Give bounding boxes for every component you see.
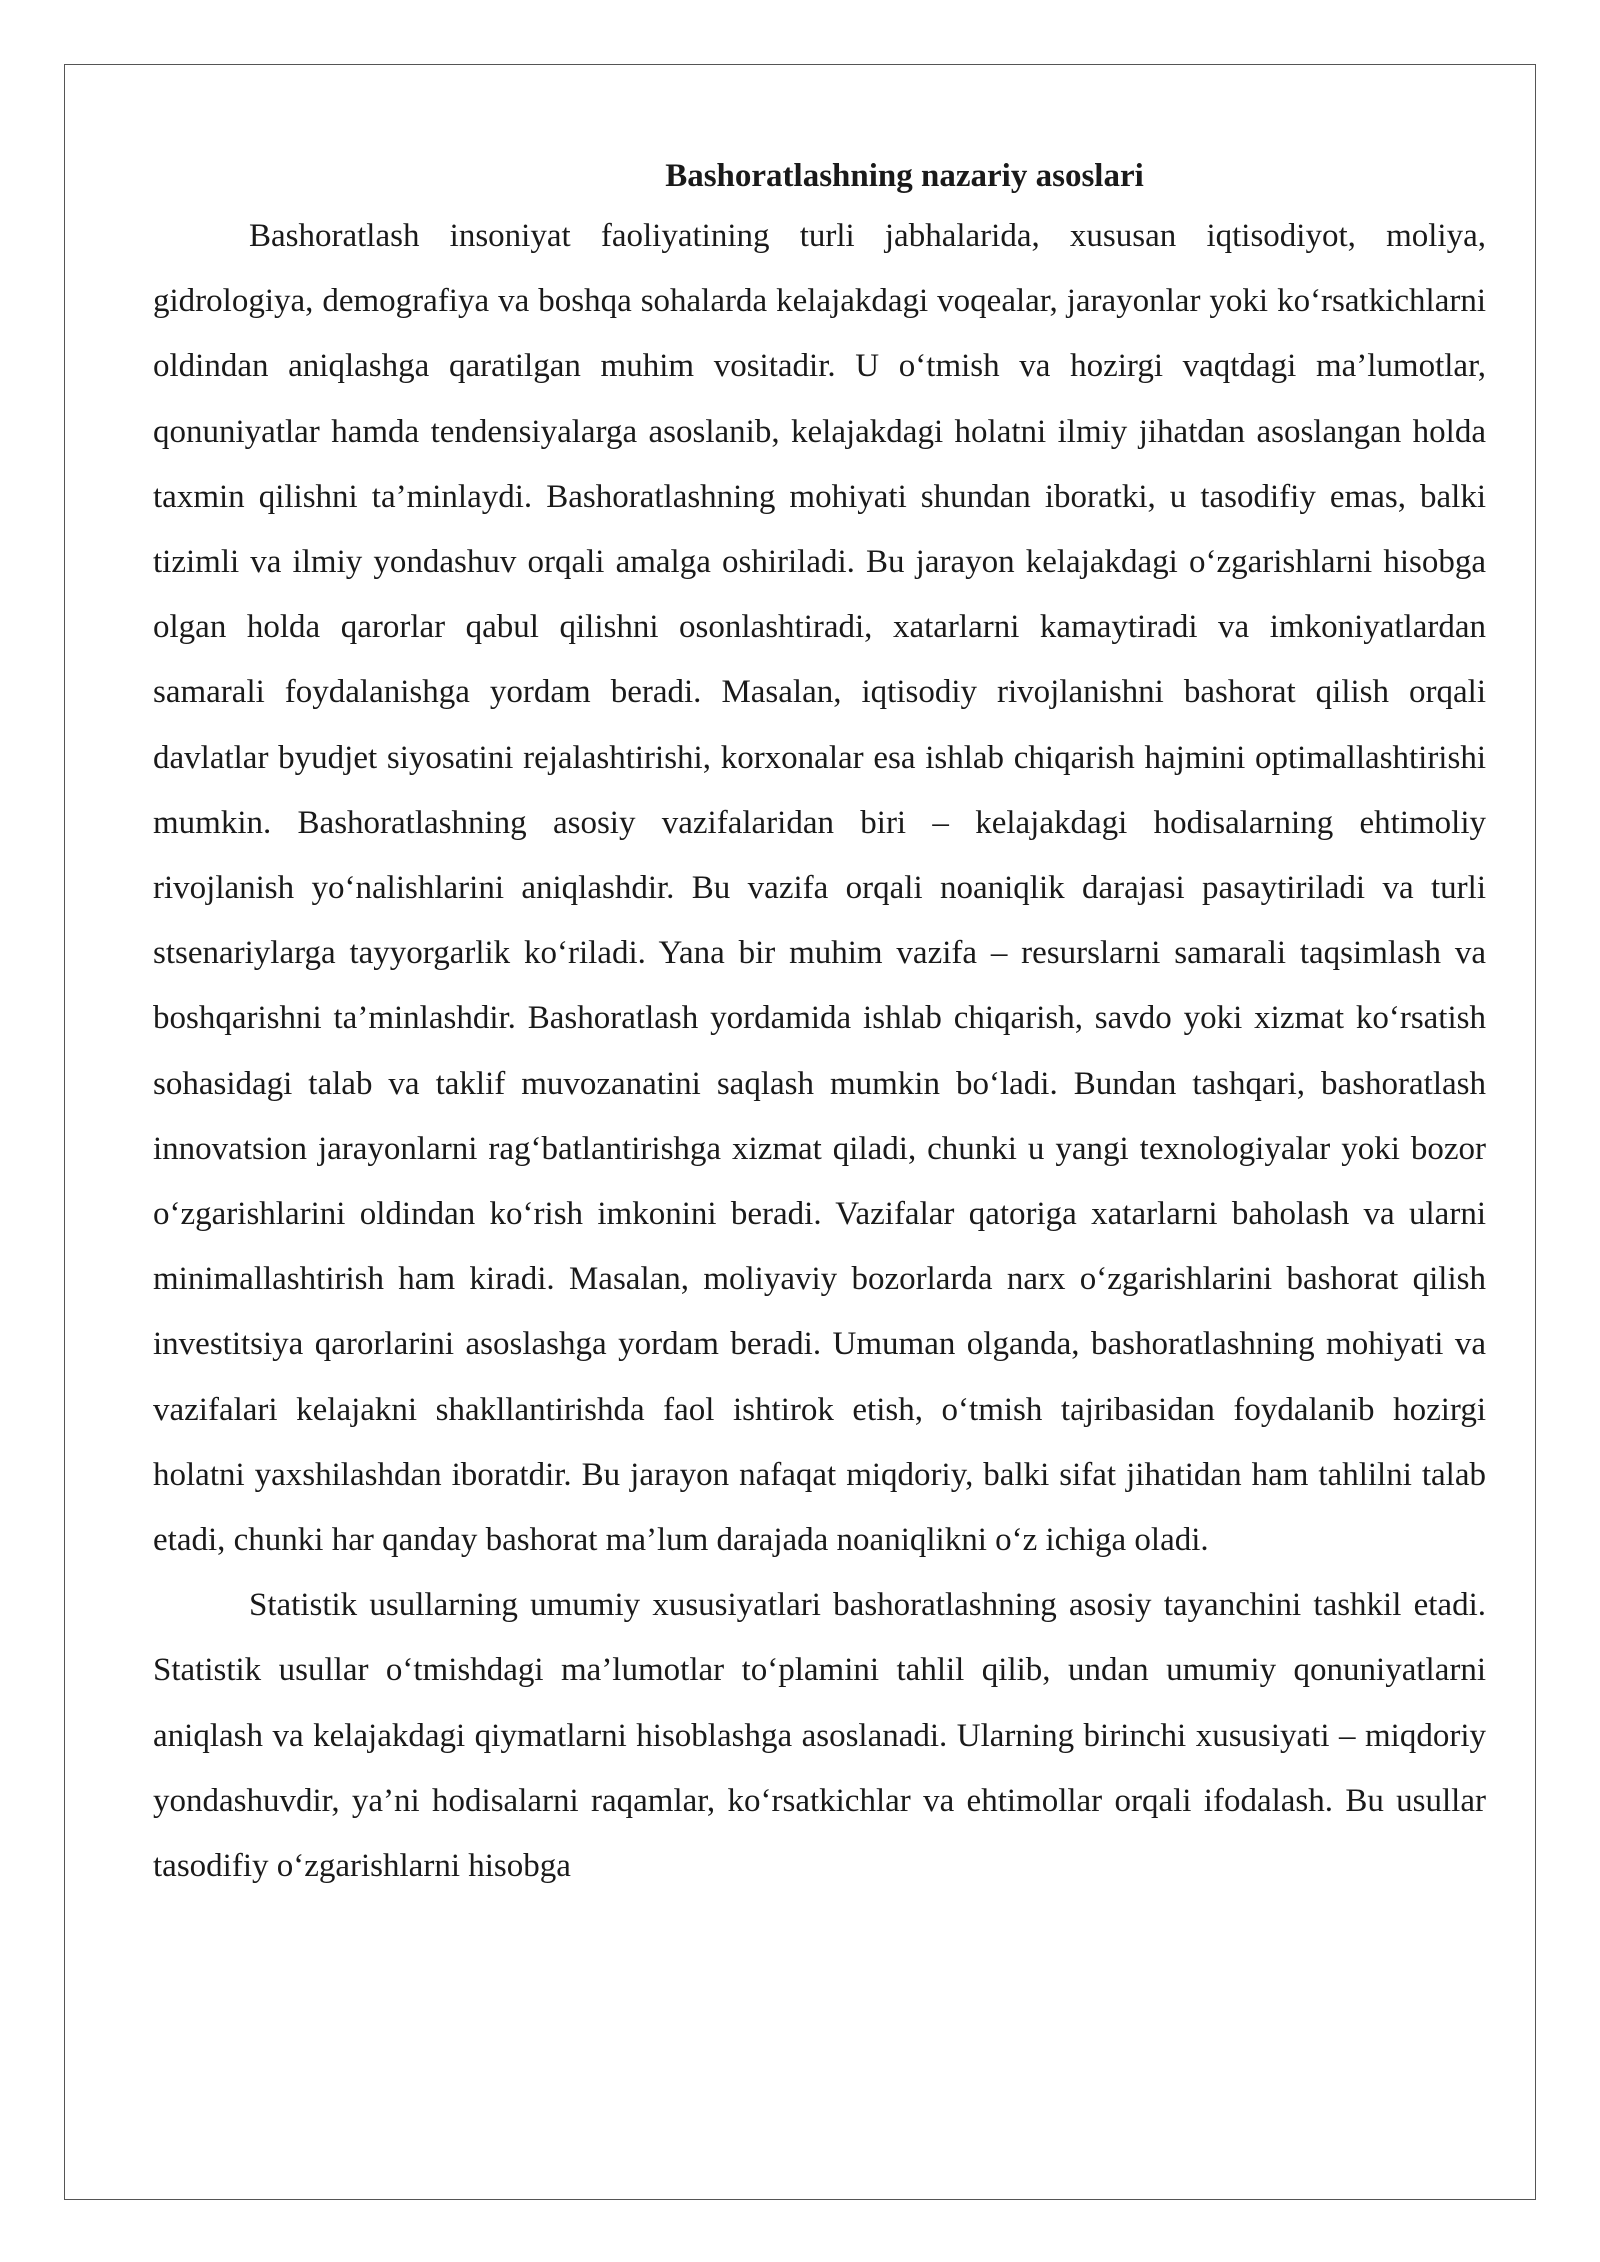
paragraph-1: Bashoratlash insoniyat faoliyatining turli jabhalarida, xususan iqtisodiyot, moliya, gidrologiya, demografiya va boshqa sohalarda kelajakdagi voqealar, jarayonlar yoki ko‘rsatkichlarni oldindan aniqlashga qaratilgan muhim vositadir. U o‘tmish va hozirgi vaqtdagi ma’lumotlar, qonuniyatlar hamda tendensiyalarga asoslanib, kelajakdagi holatni ilmiy jihatdan asoslangan holda taxmin qilishni ta’minlaydi. Bashoratlashning mohiyati shundan iboratki, u tasodifiy emas, balki tizimli va ilmiy yondashuv orqali amalga oshiriladi. Bu jarayon kelajakdagi o‘zgarishlarni hisobga olgan holda qarorlar qabul qilishni osonlashtiradi, xatarlarni kamaytiradi va imkoniyatlardan samarali foydalanishga yordam beradi. Masalan, iqtisodiy rivojlanishni bashorat qilish orqali davlatlar byudjet siyosatini rejalashtirishi, korxonalar esa ishlab chiqarish hajmini optimallashtirishi mumkin. Bashoratlashning asosiy vazifalaridan biri – kelajakdagi hodisalarning ehtimoliy rivojlanish yo‘nalishlarini aniqlashdir. Bu vazifa orqali noaniqlik darajasi pasaytiriladi va turli stsenariylarga tayyorgarlik ko‘riladi. Yana bir muhim vazifa – resurslarni samarali taqsimlash va boshqarishni ta’minlashdir. Bashoratlash yordamida ishlab chiqarish, savdo yoki xizmat ko‘rsatish sohasidagi talab va taklif muvozanatini saqlash mumkin bo‘ladi. Bundan tashqari, bashoratlash innovatsion jarayonlarni rag‘batlantirishga xizmat qiladi, chunki u yangi texnologiyalar yoki bozor o‘zgarishlarini oldindan ko‘rish imkonini beradi. Vazifalar qatoriga xatarlarni baholash va ularni minimallashtirish ham kiradi. Masalan, moliyaviy bozorlarda narx o‘zgarishlarini bashorat qilish investitsiya qarorlarini asoslashga yordam beradi. Umuman olganda, bashoratlashning mohiyati va vazifalari kelajakni shakllantirishda faol ishtirok etish, o‘tmish tajribasidan foydalanib hozirgi holatni yaxshilashdan iboratdir. Bu jarayon nafaqat miqdoriy, balki sifat jihatidan ham tahlilni talab etadi, chunki har qanday bashorat ma’lum darajada noaniqlikni o‘z ichiga oladi. bbox=[153, 218, 1486, 1559]
paragraph-2: Statistik usullarning umumiy xususiyatlari bashoratlashning asosiy tayanchini tashkil etadi. Statistik usullar o‘tmishdagi ma’lumotlar to‘plamini tahlil qilib, undan umumiy qonuniyatlarni aniqlash va kelajakdagi qiymatlarni hisoblashga asoslanadi. Ularning birinchi xususiyati – miqdoriy yondashuvdir, ya’ni hodisalarni raqamlar, ko‘rsatkichlar va ehtimollar orqali ifodalash. Bu usullar tasodifiy o‘zgarishlarni hisobga bbox=[153, 1587, 1486, 1885]
document-title: Bashoratlashning nazariy asoslari bbox=[665, 158, 1144, 194]
document-body bbox=[153, 148, 1486, 1899]
